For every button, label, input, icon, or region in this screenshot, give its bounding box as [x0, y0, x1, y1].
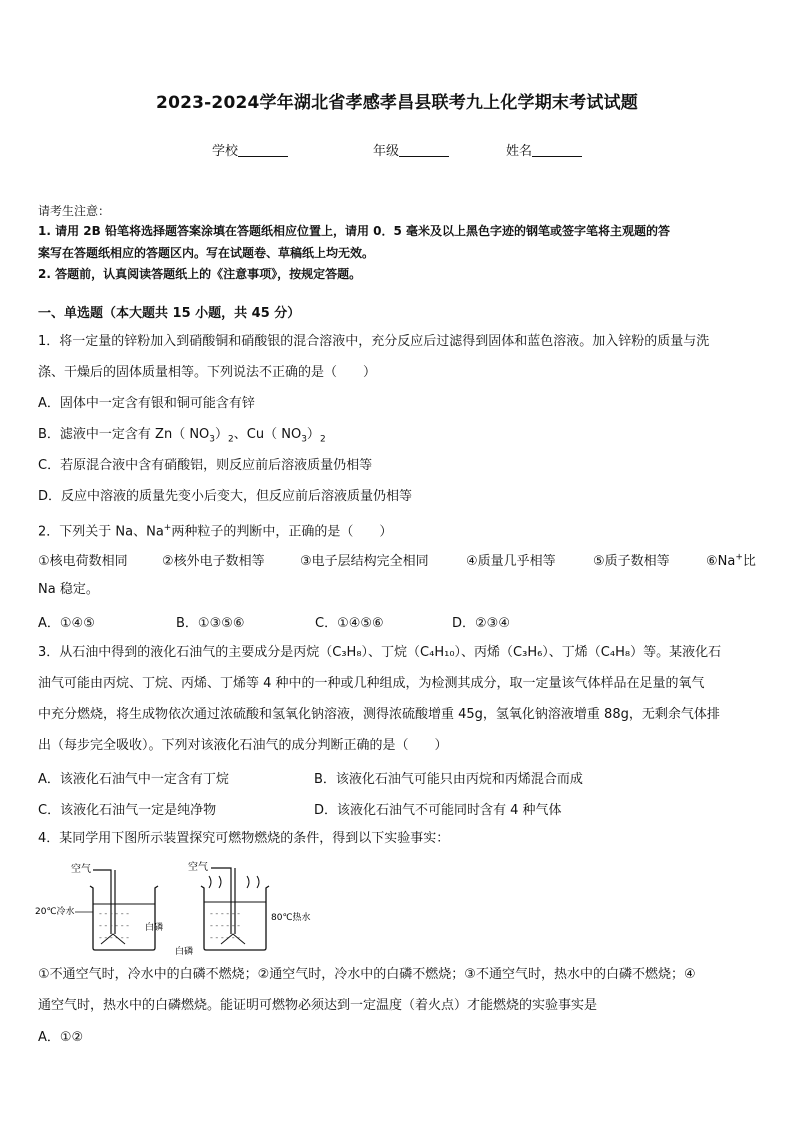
- notice-line-2: 2. 答题前，认真阅读答题纸上的《注意事项》，按规定答题。: [38, 267, 362, 281]
- q2-stem: 2．下列关于 Na、Na+两种粒子的判断中，正确的是（ ）: [38, 523, 393, 540]
- notice-line-1b: 案写在答题纸相应的答题区内。写在试题卷、草稿纸上均无效。: [38, 246, 375, 260]
- name-field: 姓名: [506, 140, 582, 159]
- fig-phosphorus-label-2: 白磷: [175, 947, 194, 957]
- fig-air-label-2: 空气: [188, 862, 208, 873]
- svg-text:- - - - - -: - - - - - -: [99, 921, 130, 930]
- fig-phosphorus-label-1: 白磷: [145, 923, 164, 933]
- notice-heading: 请考生注意：: [38, 204, 111, 218]
- fig-hot-water-label: 80℃热水: [271, 913, 311, 923]
- page-title: 2023-2024学年湖北省孝感孝昌县联考九上化学期末考试试题: [156, 93, 638, 113]
- school-field: 学校: [212, 140, 288, 159]
- q1-stem-1: 1．将一定量的锌粉加入到硝酸铜和硝酸银的混合溶液中，充分反应后过滤得到固体和蓝色溶液。加入锌粉的质量与洗: [38, 334, 710, 349]
- q4-facts-1: ①不通空气时，冷水中的白磷不燃烧；②通空气时，冷水中的白磷不燃烧；③不通空气时，热水中的白磷不燃烧；④: [38, 967, 696, 982]
- fig-air-label-1: 空气: [71, 864, 91, 875]
- q2-statement-2: ②核外电子数相等: [162, 554, 265, 569]
- svg-text:- - - - - -: - - - - - -: [99, 909, 130, 918]
- q2-statement-5: ⑤质子数相等: [593, 554, 670, 569]
- q3-stem-4: 出（每步完全吸收）。下列对该液化石油气的成分判断正确的是（ ）: [38, 738, 448, 753]
- q3-option-a: A．该液化石油气中一定含有丁烷: [38, 772, 229, 787]
- grade-blank: [399, 144, 449, 157]
- fig-cold-water-label: 20℃冷水: [35, 907, 75, 917]
- q2-statement-6: ⑥Na+比: [706, 552, 756, 569]
- svg-text:- - - - - -: - - - - - -: [210, 909, 241, 918]
- section-heading: 一、单选题（本大题共 15 小题，共 45 分）: [38, 306, 301, 321]
- q3-options-row-1: [38, 768, 758, 786]
- q3-option-d: D．该液化石油气不可能同时含有 4 种气体: [314, 803, 562, 818]
- q4-option-a: A．①②: [38, 1030, 84, 1045]
- q4-stem: 4．某同学用下图所示装置探究可燃物燃烧的条件，得到以下实验事实：: [38, 831, 450, 846]
- svg-text:- - - - - -: - - - - - -: [210, 933, 241, 942]
- name-blank: [532, 144, 582, 157]
- q1-option-a: A．固体中一定含有银和铜可能含有锌: [38, 396, 255, 411]
- notice-line-1a: 1. 请用 2B 铅笔将选择题答案涂填在答题纸相应位置上，请用 0．5 毫米及以上黑色字迹的钢笔或签字笔将主观题的答: [38, 224, 670, 238]
- q3-stem-3: 中充分燃烧，将生成物依次通过浓硫酸和氢氧化钠溶液，测得浓硫酸增重 45g，氢氧化钠溶液增重 88g，无剩余气体排: [38, 707, 720, 722]
- q2-statement-3: ③电子层结构完全相同: [300, 554, 429, 569]
- q4-facts-2: 通空气时，热水中的白磷燃烧。能证明可燃物必须达到一定温度（着火点）才能燃烧的实验事实是: [38, 998, 598, 1013]
- q1-option-d: D．反应中溶液的质量先变小后变大，但反应前后溶液质量仍相等: [38, 489, 413, 504]
- q3-stem-1: 3．从石油中得到的液化石油气的主要成分是丙烷（C₃H₈）、丁烷（C₄H₁₀）、丙烯（C₃H₆）、丁烯（C₄H₈）等。某液化石: [38, 645, 722, 660]
- q2-statements: [38, 550, 758, 568]
- q2-statement-1: ①核电荷数相同: [38, 554, 128, 569]
- q2-statement-4: ④质量几乎相等: [466, 554, 556, 569]
- q2-option-a: A．①④⑤: [38, 616, 95, 631]
- experiment-figure: [35, 858, 335, 958]
- q2-option-c: C．①④⑤⑥: [315, 616, 384, 631]
- q2-options: [38, 612, 758, 630]
- school-blank: [238, 144, 288, 157]
- q1-stem-2: 涤、干燥后的固体质量相等。下列说法不正确的是（ ）: [38, 365, 377, 380]
- q3-option-b: B．该液化石油气可能只由丙烷和丙烯混合而成: [314, 772, 583, 787]
- grade-field: 年级: [373, 140, 449, 159]
- q2-statement-6-cont: Na 稳定。: [38, 582, 99, 597]
- q3-stem-2: 油气可能由丙烷、丁烷、丙烯、丁烯等 4 种中的一种或几种组成，为检测其成分，取一定量该气体样品在足量的氧气: [38, 676, 705, 691]
- q1-option-c: C．若原混合液中含有硝酸铝，则反应前后溶液质量仍相等: [38, 458, 373, 473]
- svg-text:- - - - - -: - - - - - -: [210, 921, 241, 930]
- svg-text:- - - - - -: - - - - - -: [99, 933, 130, 942]
- q2-option-b: B．①③⑤⑥: [176, 616, 245, 631]
- q1-option-b: B．滤液中一定含有 Zn（ $NO_3)_2$、Cu（ $NO_3)_2$: [38, 427, 326, 445]
- q2-option-d: D．②③④: [452, 616, 510, 631]
- q3-option-c: C．该液化石油气一定是纯净物: [38, 803, 217, 818]
- q3-options-row-2: [38, 799, 758, 817]
